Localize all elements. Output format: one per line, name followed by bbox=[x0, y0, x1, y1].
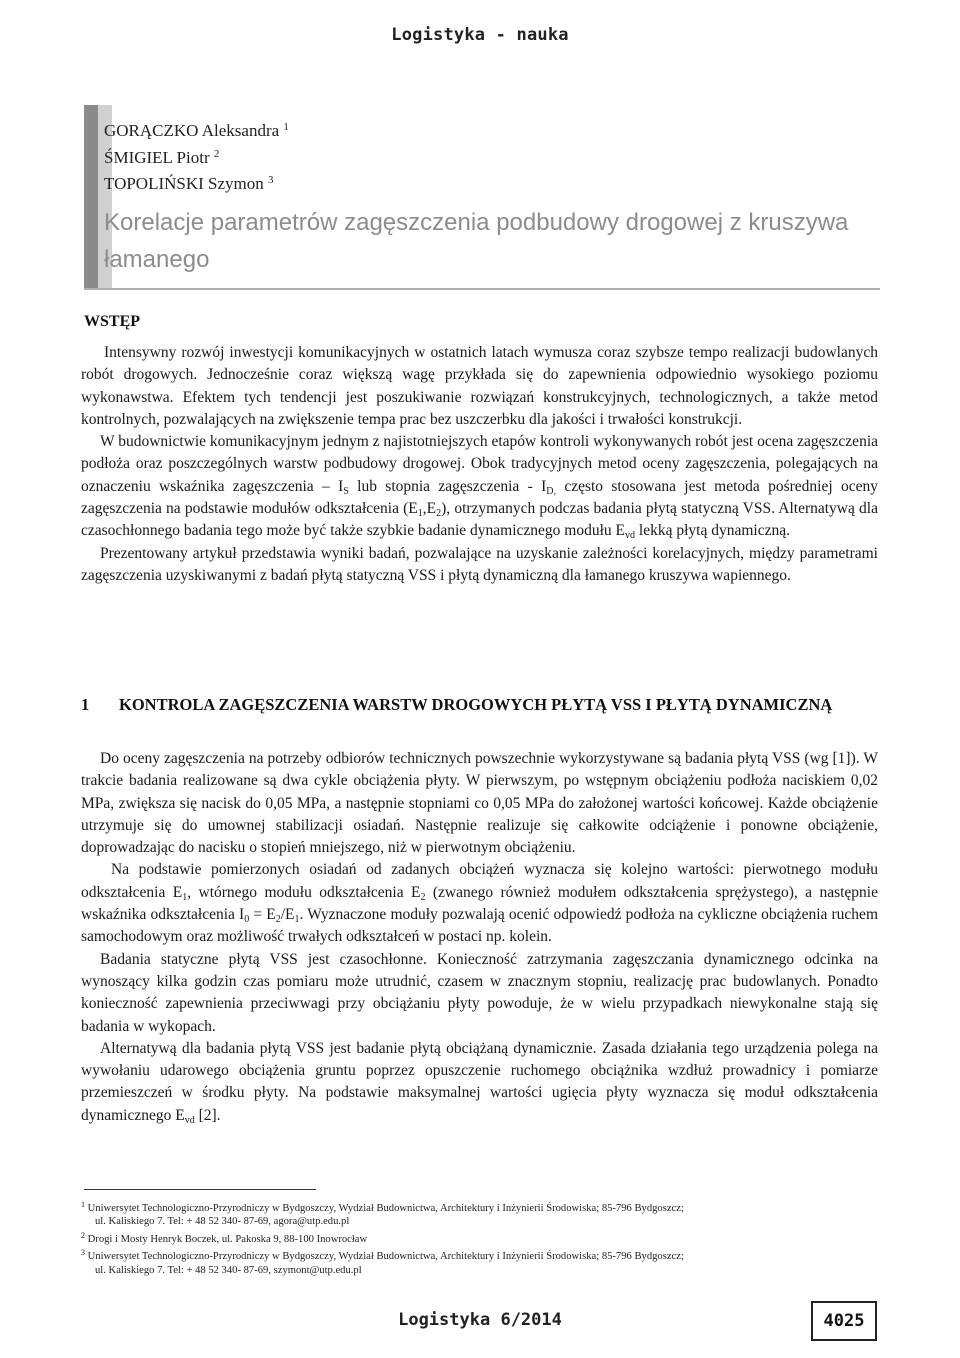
author-list bbox=[104, 116, 289, 196]
footnote-continuation: ul. Kaliskiego 7. Tel: + 48 52 340- 87-69, szymont@utp.edu.pl bbox=[95, 1264, 362, 1276]
title-divider bbox=[84, 288, 880, 290]
footnote: $^2$ Drogi i Mosty Henryk Boczek, ul. Pakoska 9, 88-100 Inowrocław bbox=[81, 1230, 368, 1245]
section-1-paragraph-4: Alternatywą dla badania płytą VSS jest badanie płytą obciążaną dynamicznie. Zasada działania tego urządzenia polega na wywołaniu udarowego obciążenia gruntu poprzez opuszczenie ruchomego obciążnika wzdłuż prowadnicy i pomiarze przemieszczeń w środku płyty. Na podstawie maksymalnej wartości ugięcia płyty wyznacza się moduł odkształcenia dynamicznego $E_{vd}$ [2]. bbox=[81, 1039, 878, 1126]
section-1-paragraph-1: Do oceny zagęszczenia na potrzeby odbiorów technicznych powszechnie wykorzystywane są badania płytą VSS (wg [1]). W trakcie badania realizowane są dwa cykle obciążenia płyty. W pierwszym, po wstępnym obciążeniu podłoża naciskiem 0,02 MPa, zwiększa się nacisk do 0,05 MPa, a następnie stopniami co 0,05 MPa do założonej wartości końcowej. Każde obciążenie utrzymuje się do umownej stabilizacji osiadań. Następnie realizuje się całkowite odciążenie i ponowne obciążenie, doprowadzając do nacisku o stopień mniejszego, niż w pierwotnym obciążeniu. bbox=[81, 750, 878, 857]
section-1-paragraph-3: Badania statyczne płytą VSS jest czasochłonne. Konieczność zatrzymania zagęszczania dynamicznego odcinka na wynoszący kilka godzin czas pomiaru może utrudnić, czasem w znacznym stopniu, realizację prac budowlanych. Ponadto konieczność zapewnienia przeciwwagi przy obciążaniu płyty powoduje, że w wielu przypadkach niewykonalne stają się badania w wykopach. bbox=[81, 950, 878, 1035]
running-footer: Logistyka 6/2014 bbox=[398, 1310, 562, 1330]
intro-section bbox=[81, 342, 878, 587]
footnote-continuation: ul. Kaliskiego 7. Tel: + 48 52 340- 87-69, agora@utp.edu.pl bbox=[95, 1216, 350, 1228]
intro-paragraph-3: Prezentowany artykuł przedstawia wyniki badań, pozwalające na uzyskanie zależności korelacyjnych, między parametrami zagęszczenia uzyskiwanymi z badań płytą statyczną VSS i płytą dynamiczną dla łamanego kruszywa wapiennego. bbox=[81, 544, 878, 584]
intro-paragraph-1: Intensywny rozwój inwestycji komunikacyjnych w ostatnich latach wymusza coraz szybsze tempo realizacji budowlanych robót drogowych. Jednocześnie coraz większą wagę przykłada się do zapewnienia odpowiednio wysokiego poziomu wykonawstwa. Efektem tych tendencji jest poszukiwanie rozwiązań konstrukcyjnych, technologicznych, a także metod kontrolnych, pozwalających na zwiększenie tempa prac bez uszczerbku dla jakości i trwałości konstrukcji. bbox=[81, 344, 878, 428]
section-1-body bbox=[81, 748, 878, 1127]
author: TOPOLIŃSKI Szymon $^3$ bbox=[104, 174, 274, 193]
footnote: $^1$ Uniwersytet Technologiczno-Przyrodniczy w Bydgoszczy, Wydział Budownictwa, Architektury i Inżynierii Środowiska; 85-796 Bydgoszcz; bbox=[81, 1200, 684, 1214]
intro-heading: WSTĘP bbox=[84, 313, 141, 330]
title-accent-bar bbox=[84, 105, 98, 288]
article-title: Korelacje parametrów zagęszczenia podbudowy drogowej z kruszywa łamanego bbox=[104, 209, 849, 273]
page-number: 4025 bbox=[811, 1301, 877, 1341]
running-header: Logistyka - nauka bbox=[391, 25, 569, 45]
footnotes bbox=[81, 1198, 878, 1277]
author: GORĄCZKO Aleksandra $^1$ bbox=[104, 121, 289, 140]
section-number: 1 bbox=[81, 695, 90, 714]
section-title: KONTROLA ZAGĘSZCZENIA WARSTW DROGOWYCH PŁYTĄ VSS I PŁYTĄ DYNAMICZNĄ bbox=[119, 695, 833, 714]
footnote-divider bbox=[84, 1189, 316, 1190]
intro-paragraph-2: W budownictwie komunikacyjnym jednym z najistotniejszych etapów kontroli wykonywanych robót jest ocena zagęszczenia podłoża oraz poszczególnych warstw podbudowy drogowej. Obok tradycyjnych metod oceny zagęszczenia, polegających na oznaczeniu wskaźnika zagęszczenia – $I_S$ lub stopnia zagęszczenia - $I_{D,}$ często stosowana jest metoda pośredniej oceny zagęszczenia na podstawie modułów odkształcenia $(E_1,E_2)$, otrzymanych podczas badania płytą statyczną VSS. Alternatywą dla czasochłonnego badania tego może być także szybkie badanie dynamicznego modułu $E_{vd}$ lekką płytą dynamiczną. bbox=[81, 433, 878, 542]
author: ŚMIGIEL Piotr $^2$ bbox=[104, 147, 220, 167]
footnote: $^3$ Uniwersytet Technologiczno-Przyrodniczy w Bydgoszczy, Wydział Budownictwa, Architektury i Inżynierii Środowiska; 85-796 Bydgoszcz; bbox=[81, 1248, 684, 1263]
section-1-paragraph-2: Na podstawie pomierzonych osiadań od zadanych obciążeń wyznacza się kolejno wartości: pierwotnego modułu odkształcenia $E_1$, wtórnego modułu odkształcenia $E_2$ (zwanego również modułem odkształcenia sprężystego), a następnie wskaźnika odkształcenia $I_0 = E_2/E_1$. Wyznaczone moduły pozwalają ocenić odpowiedź podłoża na cykliczne obciążenia ruchem samochodowym oraz możliwość trwałych odkształceń w postaci np. kolein. bbox=[81, 861, 878, 946]
